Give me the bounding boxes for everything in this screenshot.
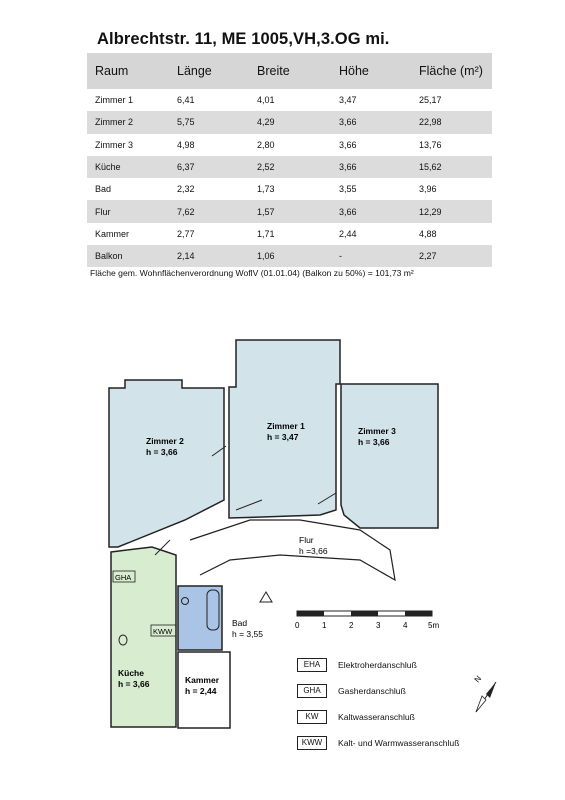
entrance-marker-icon [260, 592, 272, 602]
zimmer2-label: Zimmer 2 [146, 436, 184, 446]
kueche-height: h = 3,66 [118, 679, 150, 689]
cell-width: 1,06 [257, 251, 275, 262]
cell-height: - [339, 251, 342, 262]
legend-code: KWW [297, 736, 327, 750]
cell-height: 3,55 [339, 184, 357, 195]
cell-width: 1,73 [257, 184, 275, 195]
flur-label: Flur [299, 535, 314, 545]
cell-length: 2,77 [177, 228, 195, 239]
cell-area: 15,62 [419, 162, 442, 173]
room-bad [178, 586, 222, 650]
north-arrow-icon [476, 682, 496, 712]
scale-label: 5m [428, 621, 440, 630]
header-raum: Raum [95, 64, 129, 78]
cell-area: 4,88 [419, 228, 437, 239]
legend-item [297, 680, 459, 702]
cell-room: Flur [95, 206, 111, 217]
cell-room: Kammer [95, 228, 130, 239]
north-label: N [472, 674, 484, 685]
cell-room: Küche [95, 162, 121, 173]
zimmer1-height: h = 3,47 [267, 432, 299, 442]
legend-code: EHA [297, 658, 327, 672]
cell-length: 7,62 [177, 206, 195, 217]
cell-length: 5,75 [177, 117, 195, 128]
cell-length: 2,14 [177, 251, 195, 262]
cell-room: Zimmer 2 [95, 117, 133, 128]
cell-room: Balkon [95, 251, 123, 262]
cell-length: 6,41 [177, 95, 195, 106]
legend-code: GHA [297, 684, 327, 698]
kww-tag: KWW [153, 627, 173, 636]
scale-bar [297, 611, 432, 616]
flur-height: h =3,66 [299, 546, 328, 556]
cell-width: 1,57 [257, 206, 275, 217]
legend-text: Kalt- und Warmwasseranschluß [338, 738, 460, 748]
cell-height: 3,66 [339, 139, 357, 150]
bad-height: h = 3,55 [232, 629, 263, 639]
cell-area: 3,96 [419, 184, 437, 195]
legend-text: Gasherdanschluß [338, 686, 406, 696]
cell-area: 13,76 [419, 139, 442, 150]
cell-height: 3,66 [339, 162, 357, 173]
zimmer1-label: Zimmer 1 [267, 421, 305, 431]
cell-height: 2,44 [339, 228, 357, 239]
cell-height: 3,66 [339, 206, 357, 217]
scale-label: 2 [349, 621, 354, 630]
cell-length: 6,37 [177, 162, 195, 173]
kammer-label: Kammer [185, 675, 220, 685]
scale-label: 4 [403, 621, 408, 630]
scale-label: 0 [295, 621, 300, 630]
kueche-label: Küche [118, 668, 144, 678]
legend-item [297, 732, 459, 754]
legend-item [297, 654, 459, 676]
cell-width: 4,01 [257, 95, 275, 106]
cell-area: 25,17 [419, 95, 442, 106]
room-zimmer2 [109, 380, 224, 547]
legend-item [297, 706, 459, 728]
legend-text: Kaltwasseranschluß [338, 712, 415, 722]
gha-tag: GHA [115, 573, 132, 582]
scale-label: 3 [376, 621, 381, 630]
legend [297, 654, 459, 758]
scale-label: 1 [322, 621, 327, 630]
cell-length: 4,98 [177, 139, 195, 150]
cell-length: 2,32 [177, 184, 195, 195]
cell-width: 2,52 [257, 162, 275, 173]
zimmer3-height: h = 3,66 [358, 437, 390, 447]
cell-area: 12,29 [419, 206, 442, 217]
cell-room: Bad [95, 184, 112, 195]
cell-room: Zimmer 3 [95, 139, 133, 150]
area-footnote: Fläche gem. Wohnflächenverordnung WoflV (01.01.04) (Balkon zu 50%) = 101,73 m² [90, 268, 414, 278]
zimmer3-label: Zimmer 3 [358, 426, 396, 436]
room-flur [190, 520, 395, 580]
header-hoehe: Höhe [339, 64, 369, 78]
cell-area: 2,27 [419, 251, 437, 262]
header-laenge: Länge [177, 64, 212, 78]
legend-text: Elektroherdanschluß [338, 660, 417, 670]
zimmer2-height: h = 3,66 [146, 447, 178, 457]
header-breite: Breite [257, 64, 290, 78]
bad-label: Bad [232, 618, 248, 628]
cell-room: Zimmer 1 [95, 95, 133, 106]
cell-height: 3,47 [339, 95, 357, 106]
cell-height: 3,66 [339, 117, 357, 128]
room-zimmer3 [341, 384, 438, 528]
kammer-height: h = 2,44 [185, 686, 217, 696]
cell-area: 22,98 [419, 117, 442, 128]
cell-width: 4,29 [257, 117, 275, 128]
header-flaeche: Fläche (m²) [419, 64, 483, 78]
document-title: Albrechtstr. 11, ME 1005,VH,3.OG mi. [97, 30, 390, 48]
cell-width: 2,80 [257, 139, 275, 150]
legend-code: KW [297, 710, 327, 724]
cell-width: 1,71 [257, 228, 275, 239]
